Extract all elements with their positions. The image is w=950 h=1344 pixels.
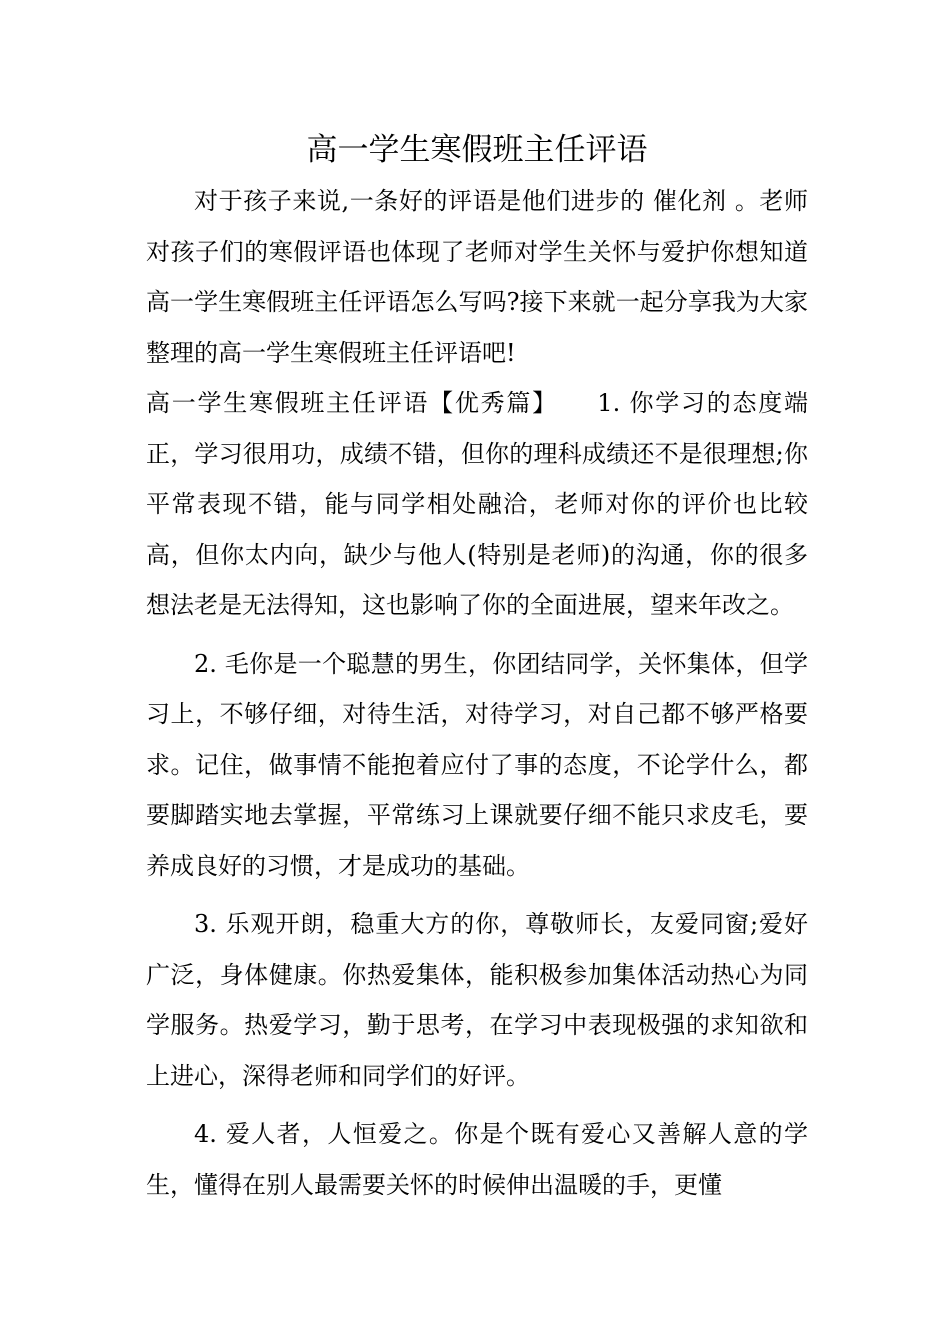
comment-paragraph-2: 2. 毛你是一个聪慧的男生，你团结同学，关怀集体，但学习上，不够仔细，对待生活，对待学习，对自己都不够严格要求。记住，做事情不能抱着应付了事的态度，不论学什么，都要脚踏实地去掌握，平常练习上课就要仔细不能只求皮毛，要养成良好的习惯，才是成功的基础。 [146, 649, 808, 880]
comment-paragraph-3: 3. 乐观开朗，稳重大方的你，尊敬师长，友爱同窗;爱好广泛，身体健康。你热爱集体，能积极参加集体活动热心为同学服务。热爱学习，勤于思考，在学习中表现极强的求知欲和上进心，深得老师和同学们的好评。 [146, 910, 808, 1090]
section-paragraph-1: 高一学生寒假班主任评语【优秀篇】 1. 你学习的态度端正，学习很用功，成绩不错，但你的理科成绩还不是很理想;你平常表现不错，能与同学相处融洽，老师对你的评价也比较高，但你太内向，缺少与他人(特别是老师)的沟通，你的很多想法老是无法得知，这也影响了你的全面进展，望来年改之。 [146, 389, 808, 619]
intro-paragraph: 对于孩子来说,一条好的评语是他们进步的 催化剂 。老师对孩子们的寒假评语也体现了老师对学生关怀与爱护你想知道高一学生寒假班主任评语怎么写吗?接下来就一起分享我为大家整理的高一学生寒假班主任评语吧! [146, 187, 808, 367]
comment-paragraph-4: 4. 爱人者，人恒爱之。你是个既有爱心又善解人意的学生，懂得在别人最需要关怀的时候伸出温暖的手，更懂 [146, 1120, 808, 1199]
document-title: 高一学生寒假班主任评语 [306, 132, 648, 168]
document-page [146, 128, 808, 1210]
